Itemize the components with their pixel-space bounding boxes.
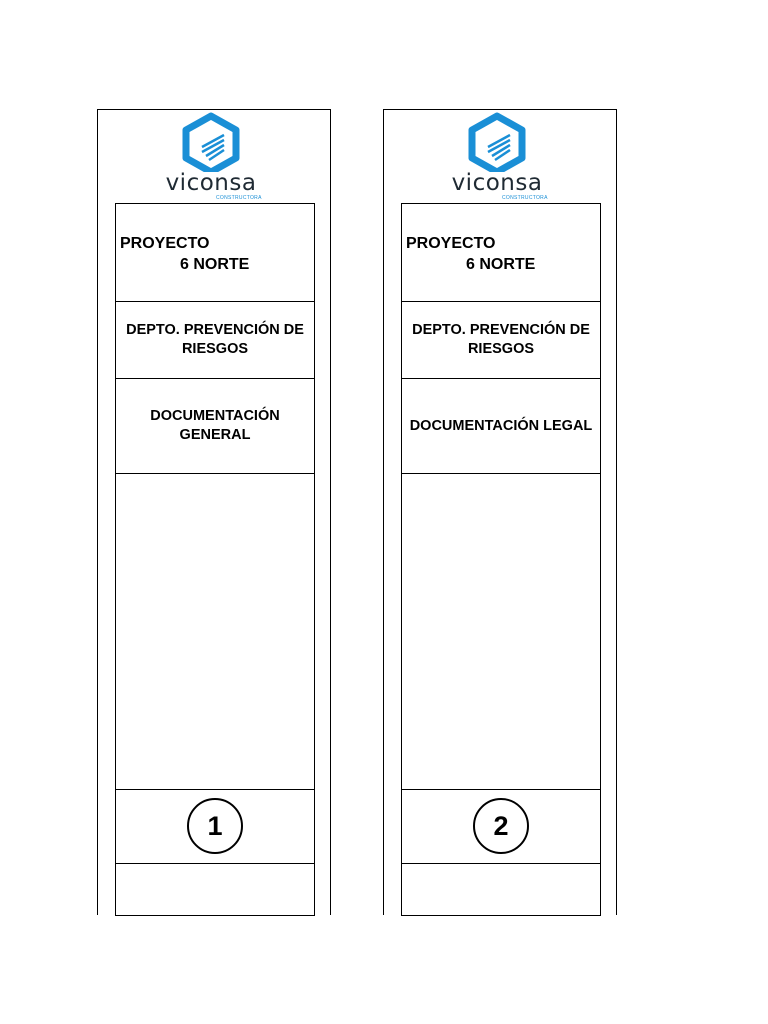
department-cell [116,302,314,379]
logo-wordmark: viconsa [165,170,257,196]
department-cell [402,302,600,379]
blank-cell [402,474,600,790]
department-text: DEPTO. PREVENCIÓN DE RIESGOS [126,322,304,357]
blank-cell [116,474,314,790]
binder-spine-label-2 [383,109,617,915]
project-label: PROYECTO [406,235,496,252]
project-cell [116,204,314,302]
viconsa-logo [154,112,268,202]
logo-subtitle: CONSTRUCTORA [502,195,548,201]
document-type-cell [116,379,314,474]
department-text: DEPTO. PREVENCIÓN DE RIESGOS [412,322,590,357]
number-cell [402,790,600,864]
document-type-cell [402,379,600,474]
document-type-text: DOCUMENTACIÓN GENERAL [150,408,280,443]
hexagon-icon [154,112,268,172]
project-name: 6 NORTE [180,256,250,273]
project-name: 6 NORTE [466,256,536,273]
document-type-text: DOCUMENTACIÓN LEGAL [409,417,593,434]
hexagon-icon [440,112,554,172]
binder-number: 2 [473,798,529,854]
viconsa-logo [440,112,554,202]
footer-cell [402,864,600,915]
label-box [115,203,315,916]
label-box [401,203,601,916]
footer-cell [116,864,314,915]
binder-number: 1 [187,798,243,854]
number-cell [116,790,314,864]
project-label: PROYECTO [120,235,210,252]
logo-subtitle: CONSTRUCTORA [216,195,262,201]
project-cell [402,204,600,302]
binder-spine-label-1 [97,109,331,915]
logo-wordmark: viconsa [451,170,543,196]
